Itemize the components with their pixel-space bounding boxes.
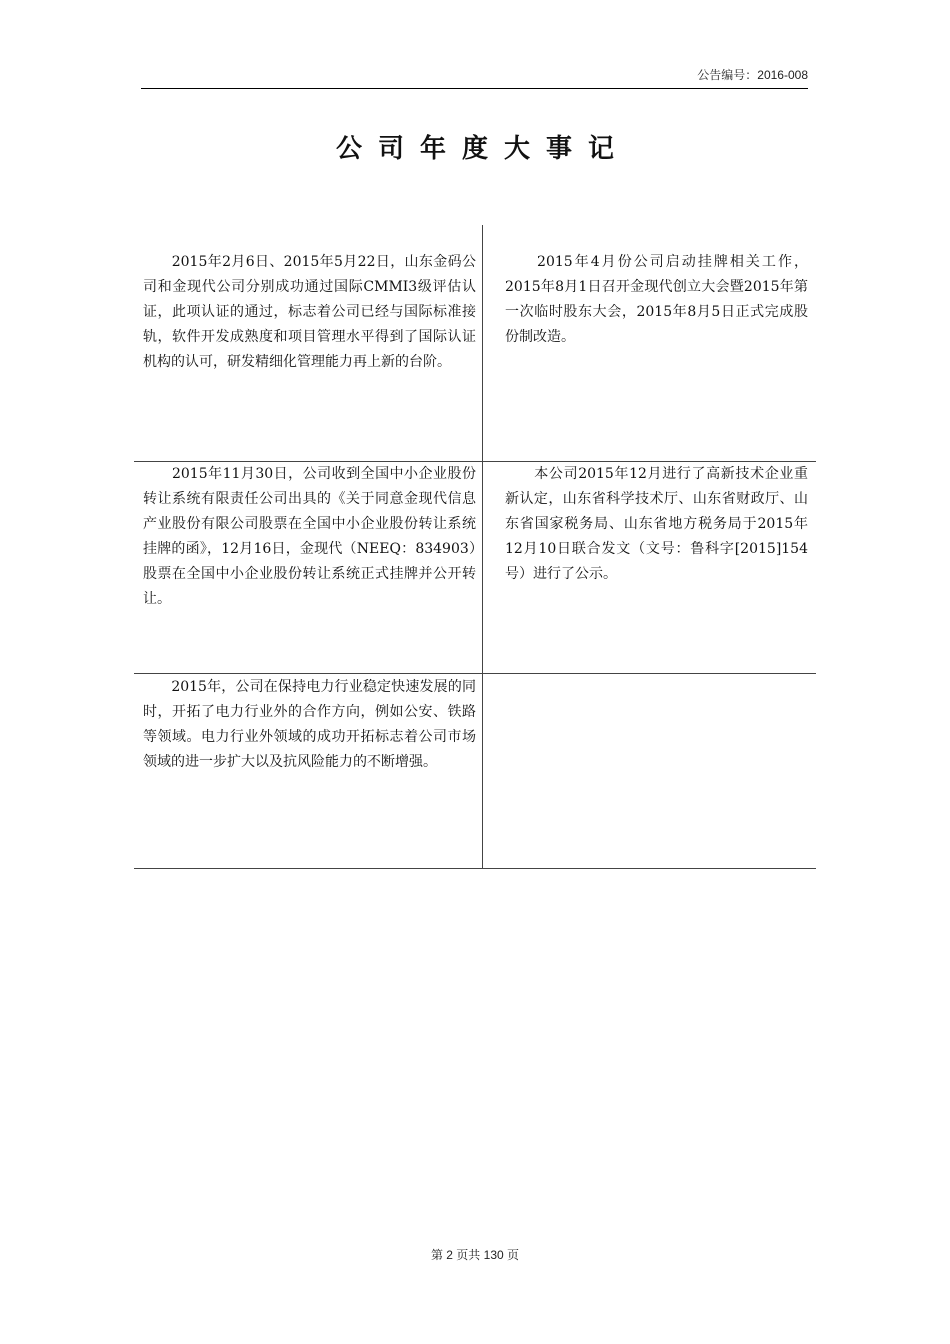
table-bottom-border — [134, 868, 816, 869]
event-market-expansion: 2015年，公司在保持电力行业稳定快速发展的同时，开拓了电力行业外的合作方向，例如公安、铁路等领域。电力行业外领域的成功开拓标志着公司市场领域的进一步扩大以及抗风险能力的不断增强。 — [143, 679, 476, 770]
header-divider — [141, 88, 808, 89]
page-number: 第 2 页共 130 页 — [430, 1248, 520, 1262]
event-neeq-listing: 2015年11月30日，公司收到全国中小企业股份转让系统有限责任公司出具的《关于同意金现代信息产业股份有限公司股票在全国中小企业股份转让系统挂牌的函》，12月16日，金现代（NEEQ：834903）股票在全国中小企业股份转让系统正式挂牌并公开转让。 — [143, 466, 476, 607]
page-title: 公司年度大事记 — [335, 134, 630, 164]
table-column-divider — [482, 225, 483, 868]
table-row-divider — [134, 673, 816, 674]
event-cmmi3-certification: 2015年2月6日、2015年5月22日，山东金码公司和金现代公司分别成功通过国际CMMI3级评估认证，此项认证的通过，标志着公司已经与国际标准接轨，软件开发成熟度和项目管理水平得到了国际认证机构的认可，研发精细化管理能力再上新的台阶。 — [143, 254, 476, 370]
event-shareholding-reform: 2015年4月份公司启动挂牌相关工作，2015年8月1日召开金现代创立大会暨2015年第一次临时股东大会，2015年8月5日正式完成股份制改造。 — [505, 254, 808, 345]
announcement-number: 公告编号：2016-008 — [697, 68, 808, 82]
event-high-tech-recognition: 本公司2015年12月进行了高新技术企业重新认定，山东省科学技术厅、山东省财政厅、山东省国家税务局、山东省地方税务局于2015年12月10日联合发文（文号：鲁科字[2015]154号）进行了公示。 — [505, 466, 808, 582]
